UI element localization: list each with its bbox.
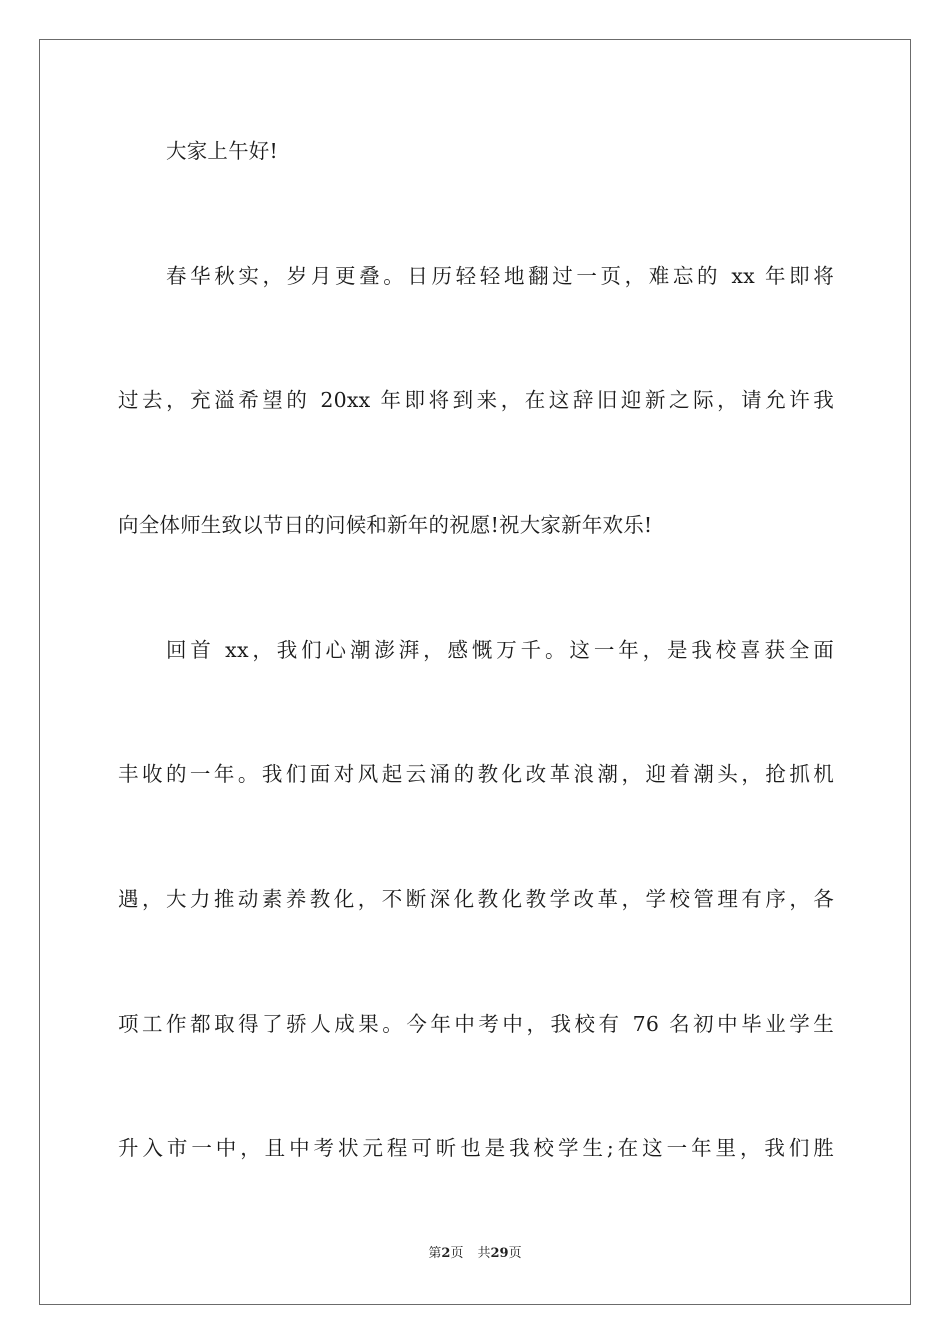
page-footer bbox=[0, 1245, 950, 1263]
paragraph-1-line-1: 春华秋实，岁月更叠。日历轻轻地翻过一页，难忘的 xx 年即将 bbox=[166, 264, 834, 288]
total-pages: 29 bbox=[490, 1246, 509, 1261]
total-suffix: 页 bbox=[508, 1246, 522, 1261]
total-prefix: 共 bbox=[477, 1246, 491, 1261]
paragraph-2-line-4: 项工作都取得了骄人成果。今年中考中，我校有 76 名初中毕业学生 bbox=[118, 1012, 834, 1036]
page-border bbox=[39, 39, 911, 1305]
paragraph-1-line-2: 过去，充溢希望的 20xx 年即将到来，在这辞旧迎新之际，请允许我 bbox=[118, 388, 834, 412]
paragraph-2-line-2: 丰收的一年。我们面对风起云涌的教化改革浪潮，迎着潮头，抢抓机 bbox=[118, 762, 834, 786]
greeting-line: 大家上午好! bbox=[166, 139, 278, 163]
page-prefix: 第 bbox=[428, 1246, 442, 1261]
page-suffix: 页 bbox=[450, 1246, 464, 1261]
paragraph-2-line-5: 升入市一中，且中考状元程可昕也是我校学生;在这一年里，我们胜 bbox=[118, 1136, 834, 1160]
page-number: 2 bbox=[441, 1246, 451, 1261]
paragraph-2-line-1: 回首 xx，我们心潮澎湃，感慨万千。这一年，是我校喜获全面 bbox=[166, 638, 834, 662]
paragraph-2-line-3: 遇，大力推动素养教化，不断深化教化教学改革，学校管理有序，各 bbox=[118, 887, 834, 911]
paragraph-1-line-3: 向全体师生致以节日的问候和新年的祝愿!祝大家新年欢乐! bbox=[118, 513, 653, 537]
